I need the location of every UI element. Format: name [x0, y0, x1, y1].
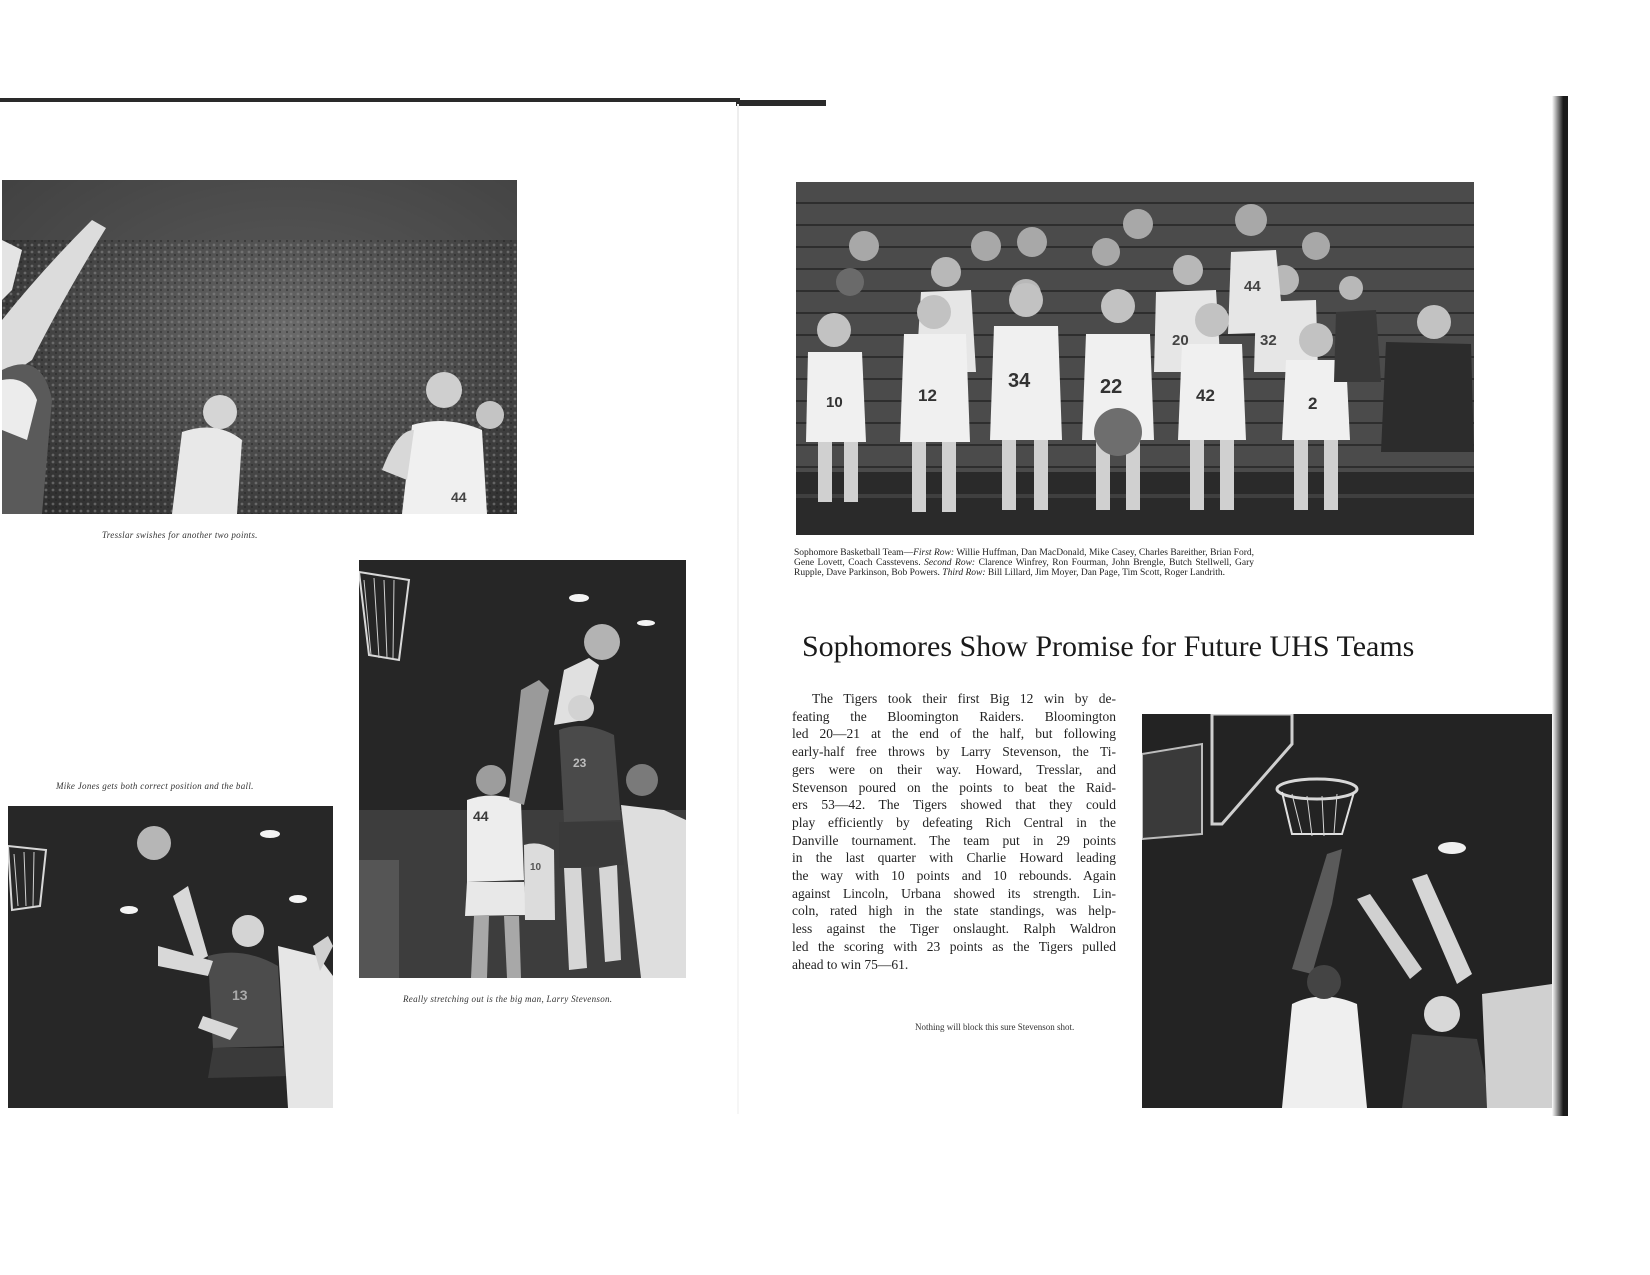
body-line: in the last quarter with Charlie Howard leading: [792, 850, 1116, 866]
roster-lead: Sophomore Basketball Team—: [794, 548, 914, 558]
team-photo: [796, 182, 1474, 535]
jersey-number: 2: [1308, 394, 1318, 413]
body-line: less against the Tiger onslaught. Ralph Waldron: [792, 921, 1116, 937]
jersey-number: 44: [451, 489, 467, 505]
jersey-number: 13: [232, 987, 248, 1003]
roster-row: Willie Huffman, Dan MacDonald, Mike Casey, Charles Bareither, Brian Ford, Gene Lovett, Coach Casstevens.: [794, 548, 1254, 568]
body-line: led 20—21 at the end of the half, but following: [792, 726, 1116, 742]
jersey-number: 44: [1244, 278, 1261, 295]
body-line: Danville tournament. The team put in 29 points: [792, 832, 1116, 848]
body-line: ers 53—42. The Tigers showed that they could: [792, 797, 1116, 813]
roster-row-label: Second Row:: [924, 558, 976, 568]
stevenson-shot-photo: [1142, 714, 1552, 1108]
article-headline: Sophomores Show Promise for Future UHS Teams: [802, 630, 1415, 663]
jersey-number: 20: [1172, 332, 1189, 349]
photo-caption: Nothing will block this sure Stevenson shot.: [915, 1022, 1075, 1032]
stevenson-photo: [359, 560, 686, 978]
tresslar-photo: [2, 180, 517, 514]
jersey-number: 23: [573, 756, 587, 770]
body-line: ahead to win 75—61.: [792, 956, 909, 972]
page-edge: [736, 100, 826, 106]
jersey-number: 42: [1196, 386, 1215, 405]
body-line: gers were on their way. Howard, Tresslar, and: [792, 761, 1116, 777]
roster-row: Bill Lillard, Jim Moyer, Dan Page, Tim Scott, Roger Landrith.: [985, 568, 1225, 578]
article-body: [792, 690, 1116, 973]
jersey-number: 12: [918, 386, 937, 405]
body-line: feating the Bloomington Raiders. Bloomington: [792, 708, 1116, 724]
roster-row: Clarence Winfrey, Ron Fourman, John Brengle, Butch Stellwell, Gary Rupple, Dave Parkinson, Bob Powers.: [794, 558, 1255, 578]
roster-row-label: Third Row:: [942, 568, 986, 578]
body-line: the way with 10 points and 10 rebounds. Again: [792, 868, 1116, 884]
roster-row-label: First Row:: [913, 548, 955, 558]
jersey-number: 32: [1260, 332, 1277, 349]
photo-caption: Really stretching out is the big man, Larry Stevenson.: [403, 994, 613, 1004]
jersey-number: 22: [1100, 376, 1123, 398]
page-edge-shadow: [1552, 96, 1568, 1116]
body-line: coln, rated high in the state standings, was help-: [792, 903, 1116, 919]
jersey-number: 10: [530, 862, 542, 873]
body-line: early-half free throws by Larry Stevenson, the Ti-: [792, 744, 1116, 760]
body-line: against Lincoln, Urbana showed its strength. Lin-: [792, 885, 1116, 901]
body-line: play efficiently by defeating Rich Central in the: [792, 814, 1116, 830]
gutter: [737, 104, 739, 1114]
body-line: The Tigers took their first Big 12 win by de-: [812, 691, 1116, 706]
jersey-number: 10: [826, 394, 843, 411]
photo-caption: Tresslar swishes for another two points.: [102, 530, 258, 540]
body-line: led the scoring with 23 points as the Tigers pulled: [792, 938, 1116, 954]
team-roster-caption: [794, 548, 1254, 578]
photo-caption: Mike Jones gets both correct position and the ball.: [56, 781, 254, 791]
mike-jones-photo: [8, 806, 333, 1108]
jersey-number: 34: [1008, 370, 1031, 392]
body-line: Stevenson poured on the points to beat the Raid-: [792, 779, 1116, 795]
jersey-number: 44: [473, 808, 489, 824]
page-edge: [0, 98, 740, 102]
